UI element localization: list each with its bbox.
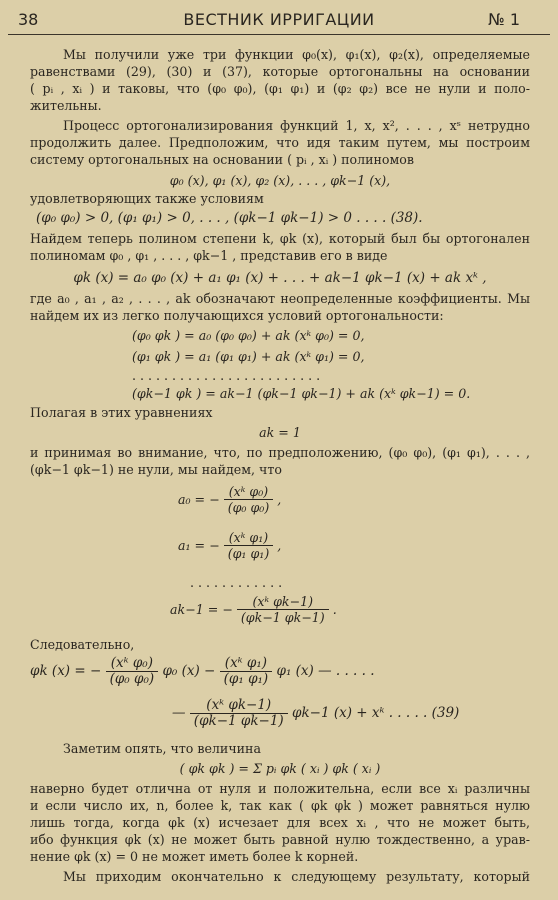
fraction-numerator: (xᵏ φ₀) [224,484,274,500]
fraction-numerator: (xᵏ φ₁) [220,656,273,672]
equation: ( φk φk ) = Σ pᵢ φk ( xᵢ ) φk ( xᵢ ) [179,761,381,776]
equation: ak = 1 [259,425,301,440]
paragraph-line: продолжить далее. Предположим, что идя таким путем, мы построим [30,135,530,150]
fraction-denominator: (φk−1 φk−1) [240,610,325,625]
equation-a0 [178,484,478,524]
paragraph-line: удовлетворяющих также условиям [30,191,264,206]
equation: φk (x) = a₀ φ₀ (x) + a₁ φ₁ (x) + . . . + ak−1 φk−1 (x) + ak xᵏ , [73,270,487,286]
fraction-numerator: (xᵏ φ₁) [224,530,274,546]
fraction-denominator: (φ₁ φ₁) [227,546,270,561]
paragraph-line: Процесс ортогонализирования функций 1, x, x², . . . , xˢ нетрудно [63,118,530,133]
equation-lhs: a₁ = − [178,538,220,553]
equation-a1 [178,530,478,570]
paragraph-line: Мы получили уже три функции φ₀(x), φ₁(x), φ₂(x), определяемые [63,47,530,62]
paragraph-line: и принимая во внимание, что, по предположению, (φ₀ φ₀), (φ₁ φ₁), . . . , [30,445,530,460]
fraction-numerator: (xᵏ φk−1) [237,594,329,610]
paragraph-line: Заметим опять, что величина [63,741,261,756]
header-rule [8,34,550,35]
paragraph-line: Следовательно, [30,637,135,652]
equation: φ₀ (x), φ₁ (x), φ₂ (x), . . . , φk−1 (x), [169,173,391,188]
paragraph-line: полиномам φ₀ , φ₁ , . . . , φk−1 , представив его в виде [30,248,388,263]
paragraph-line: найдем их из легко получающихся условий ортогональности: [30,308,444,323]
paragraph-line: Найдем теперь полином степени k, φk (x), который был бы ортогонален [30,231,530,246]
equation-end: . [332,602,337,617]
paragraph-line: лишь тогда, когда φk (x) исчезает для всех xᵢ , что не может быть, [30,815,530,830]
paragraph-line: систему ортогональных на основании ( pᵢ , xᵢ ) полиномов [30,152,414,167]
equation: (φ₀ φk ) = a₀ (φ₀ φ₀) + ak (xᵏ φ₀) = 0, [132,328,365,343]
paragraph-line: и если число их, n, более k, так как ( φk φk ) может равняться нулю [30,798,530,813]
paragraph-line: Мы приходим окончательно к следующему результату, который [63,869,530,884]
journal-title: ВЕСТНИК ИРРИГАЦИИ [183,10,375,29]
paragraph-line: наверно будет отлична от нуля и положительна, если все xᵢ различны [30,781,530,796]
equation-ak-1 [170,594,470,634]
equation-end: , [277,538,282,553]
equation-lhs: a₀ = − [178,492,220,507]
fraction-denominator: (φ₀ φ₀) [227,500,270,515]
fraction-numerator: (xᵏ φ₀) [106,656,159,672]
issue-number: № 1 [488,10,520,29]
fraction-denominator: (φ₁ φ₁) [223,671,269,687]
equation-39-part2 [172,698,530,738]
running-header [0,0,558,36]
equation-end: , [277,492,282,507]
fraction-denominator: (φk−1 φk−1) [193,713,284,729]
equation-term: φ₀ (x) − [162,663,216,679]
equation-ellipsis: . . . . . . . . . . . . [190,575,283,590]
equation-ellipsis: . . . . . . . . . . . . . . . . . . . . . . . . [132,368,321,383]
paragraph-line: жительны. [30,98,102,113]
paragraph-line: равенствами (29), (30) и (37), которые ортогональны на основании [30,64,530,79]
paragraph-line: ( pᵢ , xᵢ ) и таковы, что (φ₀ φ₀), (φ₁ φ₁) и (φ₂ φ₂) все не нули и поло- [30,81,530,96]
equation: (φk−1 φk ) = ak−1 (φk−1 φk−1) + ak (xᵏ φk−1) = 0. [132,386,471,401]
paragraph-line: нение φk (x) = 0 не может иметь более k корней. [30,849,359,864]
fraction-denominator: (φ₀ φ₀) [109,671,155,687]
fraction-numerator: (xᵏ φk−1) [190,698,288,714]
paragraph-line: (φk−1 φk−1) не нули, мы найдем, что [30,462,282,477]
paragraph-line: ибо функция φk (x) не может быть равной нулю тождественно, а урав- [30,832,530,847]
paragraph-line: Полагая в этих уравнениях [30,405,213,420]
paragraph-line: где a₀ , a₁ , a₂ , . . . , ak обозначают неопределенные коэффициенты. Мы [30,291,530,306]
equation-end: φk−1 (x) + xᵏ . . . . . (39) [292,705,460,721]
page-number: 38 [18,10,39,29]
equation-lhs: — [172,705,186,721]
equation-39-part1 [30,656,530,696]
equation-38: (φ₀ φ₀) > 0, (φ₁ φ₁) > 0, . . . , (φk−1 φk−1) > 0 . . . . (38). [36,210,423,226]
equation-end: φ₁ (x) — . . . . . [276,663,375,679]
equation-lhs: φk (x) = − [30,663,102,679]
equation: (φ₁ φk ) = a₁ (φ₁ φ₁) + ak (xᵏ φ₁) = 0, [132,349,365,364]
equation-lhs: ak−1 = − [170,602,233,617]
